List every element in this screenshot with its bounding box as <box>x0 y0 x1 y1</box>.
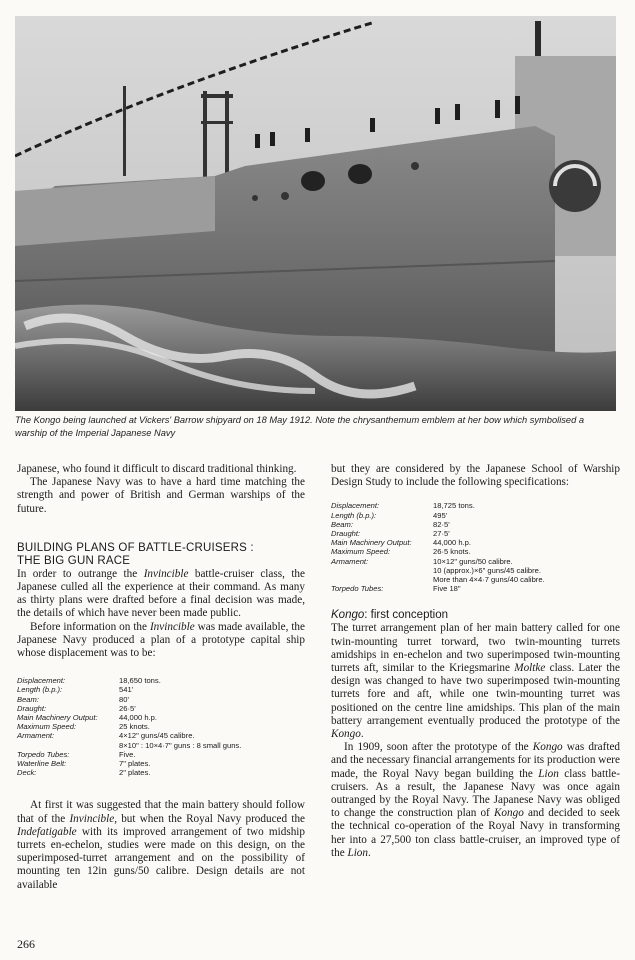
spec-key: Draught: <box>17 703 47 713</box>
subsection-heading: Kongo: first conception <box>331 609 448 622</box>
paragraph: The Japanese Navy was to have a hard time matching the strength and power of British and German warships of the future. <box>17 476 305 515</box>
launch-photograph <box>15 16 616 411</box>
specification-table <box>331 501 620 593</box>
spec-row <box>331 557 620 585</box>
spec-key: Draught: <box>331 529 361 539</box>
spec-value: 26·5 knots. <box>433 547 471 557</box>
section-heading-line: THE BIG GUN RACE <box>17 554 131 567</box>
spec-key: Maximum Speed: <box>17 722 77 732</box>
spec-value: 80' <box>119 694 129 704</box>
spec-value: Five. <box>119 749 136 759</box>
spec-key: Displacement: <box>17 676 66 686</box>
spec-value: 26·5' <box>119 703 136 713</box>
spec-row <box>17 759 305 768</box>
spec-value: 18,725 tons. <box>433 501 475 511</box>
spec-value: 7" plates. <box>119 759 151 769</box>
section-heading <box>17 542 305 568</box>
spec-value: 541' <box>119 685 134 695</box>
spec-key: Main Machinery Output: <box>331 538 412 548</box>
specification-table <box>17 676 305 777</box>
paragraph: The turret arrangement plan of her main battery called for one twin-mounting turret torward, two twin-mounting turrets amidships in en-echelon and two superimposed twin-mounting turrets aft, similar to the Kriegsmarine Moltke class. Later the design was changed to have two superimposed twin-mounting turrets fore and aft, while one twin-mounting turret was positioned on the centre line amidships. This plan of the main battery arrangement eventually produced the prototype of the Kongo. <box>331 622 620 741</box>
spec-key: Torpedo Tubes: <box>17 749 70 759</box>
spec-key: Waterline Belt: <box>17 759 67 769</box>
spec-row <box>17 695 305 704</box>
spec-value: 25 knots. <box>119 722 150 732</box>
spec-row <box>17 731 305 749</box>
spec-value: 495' <box>433 510 448 520</box>
spec-value: 10×12" guns/50 calibre. 10 (approx.)×6" guns/45 calibre. More than 4×4·7 guns/40 calibre. <box>433 556 545 585</box>
spec-value: 27·5' <box>433 529 450 539</box>
spec-value: 2" plates. <box>119 768 151 778</box>
left-column <box>17 463 305 892</box>
spec-row <box>331 547 620 556</box>
page-number: 266 <box>17 937 35 951</box>
spec-row <box>17 722 305 731</box>
spec-key: Beam: <box>331 519 353 529</box>
paragraph: Before information on the Invincible was made available, the Japanese Navy produced a plan of a prototype capital ship whose displacement was to be: <box>17 620 305 660</box>
paragraph: In 1909, soon after the prototype of the Kongo was drafted and the necessary financial arrangements for its production were made, the Royal Navy began building the Lion class battle-cruisers. As a result, the Japanese Navy was once again outranged by the Royal Navy. The Japanese Navy was obliged to change the construction plan of Kongo and decided to seek the technical co-operation of the Royal Navy in transforming her into a 27,500 ton class battle-cruiser, an improved type of the Lion. <box>331 741 621 859</box>
spec-value: 44,000 h.p. <box>433 538 472 548</box>
spec-value: Five 18" <box>433 584 461 594</box>
spec-row <box>17 713 305 722</box>
spec-row <box>17 750 305 759</box>
paragraph: Japanese, who found it difficult to discard traditional thinking. <box>17 463 297 475</box>
spec-key: Beam: <box>17 694 39 704</box>
spec-row <box>331 584 620 593</box>
photo-caption: The Kongo being launched at Vickers' Barrow shipyard on 18 May 1912. Note the chrysanthemum emblem at her bow which symbolised a warship of the Imperial Japanese Navy <box>15 415 585 438</box>
spec-row <box>17 704 305 713</box>
spec-key: Main Machinery Output: <box>17 713 98 723</box>
right-column <box>331 463 620 860</box>
spec-value: 82·5' <box>433 519 450 529</box>
spec-row <box>331 529 620 538</box>
spec-row <box>331 511 620 520</box>
spec-value: 18,650 tons. <box>119 676 161 686</box>
spec-key: Armament: <box>17 731 55 741</box>
spec-key: Length (b.p.): <box>17 685 63 695</box>
section-heading-line: BUILDING PLANS OF BATTLE-CRUISERS : <box>17 541 254 554</box>
spec-row <box>17 768 305 777</box>
spec-row <box>331 520 620 529</box>
paragraph: but they are considered by the Japanese School of Warship Design Study to include the following specifications: <box>331 463 620 489</box>
spec-row <box>17 676 305 685</box>
paragraph: In order to outrange the Invincible battle-cruiser class, the Japanese culled all the experience at their command. As many as thirty plans were drafted before a final decision was made, the details of which have never been made public. <box>17 567 305 620</box>
spec-row <box>331 538 620 547</box>
paragraph: At first it was suggested that the main battery should follow that of the Invincible, but when the Royal Navy produced the Indefatigable with its improved arrangement of two midship turrets en-echelon, studies were made on this design, on the superimposed-turret arrangement and on the possibility of mounting ten 12in guns/50 calibre. Design details are not available <box>17 799 306 891</box>
spec-key: Deck: <box>17 768 37 778</box>
spec-value: 4×12" guns/45 calibre. 8×10" : 10×4·7" guns : 8 small guns. <box>119 731 242 750</box>
spec-key: Armament: <box>331 556 369 566</box>
spec-row <box>331 501 620 510</box>
spec-key: Length (b.p.): <box>331 510 377 520</box>
spec-key: Displacement: <box>331 501 380 511</box>
spec-value: 44,000 h.p. <box>119 713 158 723</box>
ship-launch-illustration <box>15 16 616 411</box>
spec-key: Torpedo Tubes: <box>331 584 384 594</box>
spec-row <box>17 685 305 694</box>
spec-key: Maximum Speed: <box>331 547 391 557</box>
